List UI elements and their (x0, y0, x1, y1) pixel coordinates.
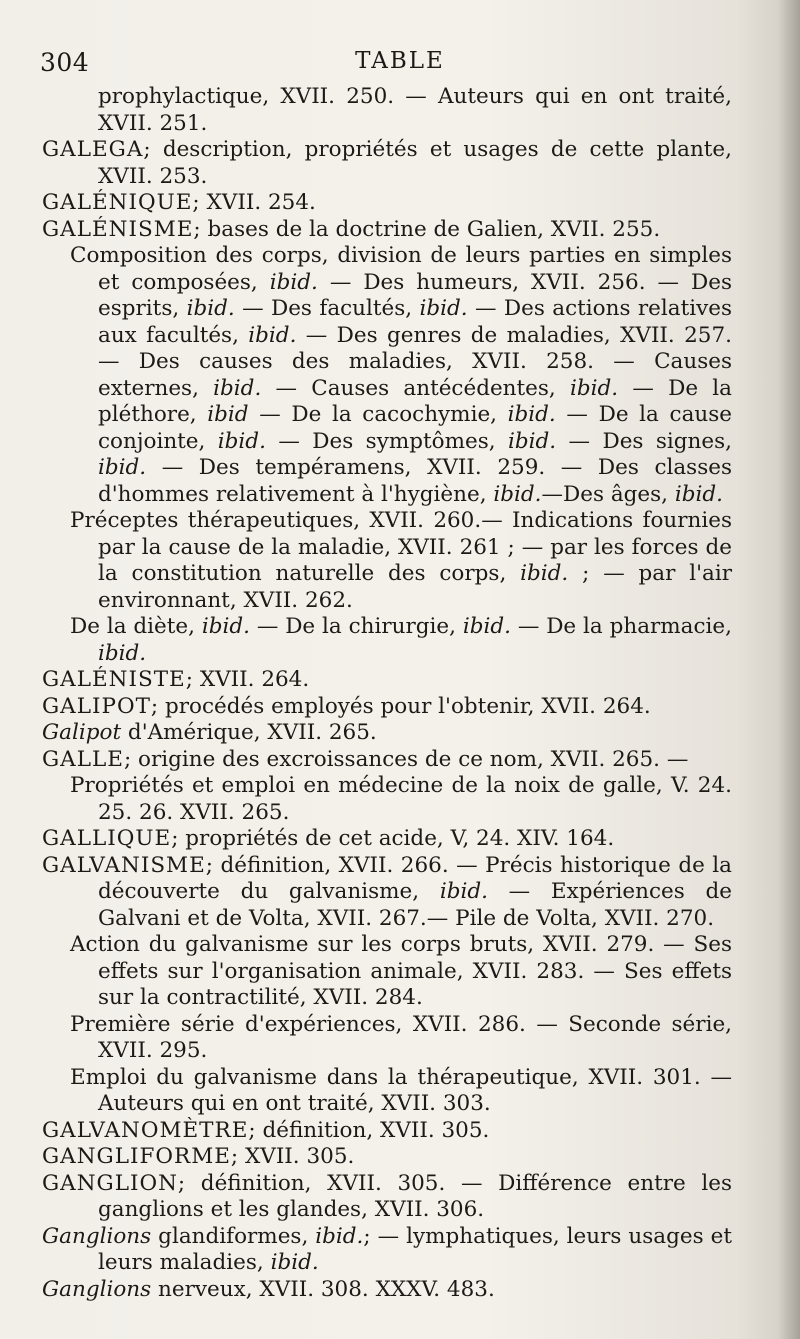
entry-italic-text: ibid. (270, 1250, 319, 1275)
entry-italic-text: ibid. (439, 879, 488, 904)
entry-italic-text: ibid. (98, 640, 147, 666)
entry-headword: GALVANISME (42, 852, 206, 878)
entry-text: ; description, propriétés et usages de cette plante, XVII. 253. (98, 137, 732, 189)
entry-italic-text: ibid. (462, 614, 511, 639)
entry-text: Préceptes thérapeutiques, XVII. 260.— Indications fournies par la cause de la maladie, XVII. 261 ; — par les forces de la constitution naturelle des corps, (70, 508, 732, 586)
index-entry (42, 747, 732, 774)
entry-text: ; XVII. 305. (230, 1144, 355, 1169)
index-subentry (70, 932, 732, 1012)
index-entry (42, 137, 732, 190)
entry-text: d'Amérique, XVII. 265. (121, 720, 377, 745)
index-entry (42, 217, 732, 244)
entry-headword: GALEGA (42, 137, 144, 162)
entry-italic-text: ibid. (248, 322, 297, 348)
entry-italic-text: ibid (207, 402, 249, 427)
entry-italic-text: ibid. (674, 481, 723, 507)
entry-headword: GANGLION (42, 1170, 178, 1196)
entry-headword: GALIPOT (42, 693, 151, 719)
entry-italic-text: Ganglions (42, 1223, 152, 1249)
entry-text: ; procédés employés pour l'obtenir, XVII. 264. (150, 693, 651, 719)
entry-text: nerveux, XVII. 308. XXXV. 483. (151, 1276, 495, 1302)
index-entry (42, 826, 732, 853)
entry-italic-text: ibid. (315, 1223, 364, 1249)
entry-text: prophylactique, XVII. 250. — Auteurs qui en ont traité, XVII. 251. (98, 84, 732, 136)
index-subentry (70, 508, 732, 614)
entry-italic-text: ibid. (186, 296, 235, 321)
entry-italic-text: ibid. (217, 428, 266, 454)
page-number: 304 (40, 48, 90, 77)
entry-italic-text: ibid. (213, 375, 262, 401)
entry-text: ; définition, XVII. 305. — Différence entre les ganglions et les glandes, XVII. 306. (98, 1170, 732, 1222)
index-entry (42, 190, 732, 217)
index-entry (42, 1118, 732, 1145)
page-gutter-shadow (778, 0, 800, 1339)
entry-text: — Des actions relatives aux facultés, (98, 296, 732, 348)
index-entry (42, 720, 732, 747)
entry-italic-text: ibid. (507, 402, 556, 427)
index-entry (42, 667, 732, 694)
index-subentry (70, 614, 732, 667)
index-entry (42, 1277, 732, 1304)
entry-headword: GANGLIFORME (42, 1144, 231, 1169)
entry-text: ; bases de la doctrine de Galien, XVII. 255. (193, 216, 661, 242)
entry-text: Composition des corps, division de leurs parties en simples et composées, (70, 243, 732, 295)
entry-text: — De la pharmacie, (510, 614, 732, 639)
entry-text: ; définition, XVII. 305. (248, 1117, 490, 1143)
entry-text: ; — lymphatiques, leurs usages et leurs maladies, (98, 1223, 732, 1275)
entry-text: — De la cause conjointe, (98, 402, 732, 454)
entry-italic-text: ibid. (570, 375, 619, 401)
entry-text: — Expériences de Galvani et de Volta, XVII. 267.— Pile de Volta, XVII. 270. (98, 879, 732, 931)
entry-text: ; origine des excroissances de ce nom, XVII. 265. — (123, 746, 689, 772)
entry-text: — Des tempéramens, XVII. 259. — Des classes d'hommes relativement à l'hygiène, (98, 455, 732, 507)
entry-text: — Des signes, (556, 428, 732, 454)
entry-headword: GALVANOMÈTRE (42, 1117, 249, 1143)
entry-headword: GALLIQUE (42, 826, 172, 851)
entry-text: ; propriétés de cet acide, V, 24. XIV. 164. (171, 826, 615, 851)
entry-text: — Des genres de maladies, XVII. 257. — Des causes des maladies, XVII. 258. — Causes externes, (98, 322, 732, 401)
index-entry (42, 1171, 732, 1224)
entry-italic-text: ibid. (98, 455, 147, 480)
entry-text: Première série d'expériences, XVII. 286. — Seconde série, XVII. 295. (70, 1011, 732, 1063)
entry-italic-text: ibid. (201, 614, 250, 639)
entry-italic-text: Galipot (42, 720, 122, 745)
entry-italic-text: Ganglions (42, 1276, 152, 1302)
entry-text: — Causes antécédentes, (261, 375, 570, 401)
entry-italic-text: ibid. (419, 296, 468, 321)
entry-italic-text: ibid. (493, 481, 542, 507)
index-entry (42, 1144, 732, 1171)
index-subentry (70, 773, 732, 826)
entry-text: — De la pléthore, (98, 375, 732, 427)
index-subentry (70, 243, 732, 508)
entry-text: Action du galvanisme sur les corps bruts, XVII. 279. — Ses effets sur l'organisation animale, XVII. 283. — Ses effets sur la contractilité, XVII. 284. (70, 932, 732, 1010)
entry-text: — De la chirurgie, (249, 614, 463, 639)
running-title: TABLE (355, 48, 445, 74)
entry-text: ; définition, XVII. 266. — Précis historique de la découverte du galvanisme, (98, 852, 732, 904)
entry-headword: GALÉNISME (42, 216, 194, 242)
entry-text: — De la cacochymie, (248, 402, 508, 427)
entry-text: — Des humeurs, XVII. 256. — Des esprits, (98, 269, 732, 321)
entry-text: glandiformes, (151, 1223, 316, 1249)
index-subentry (70, 1012, 732, 1065)
entry-italic-text: ibid. (508, 428, 557, 454)
entry-text: — Des symptômes, (265, 428, 508, 454)
index-subentry (70, 1065, 732, 1118)
entry-text: —Des âges, (541, 481, 675, 507)
entry-headword: GALÉNISTE (42, 667, 186, 692)
index-entry (42, 1224, 732, 1277)
entry-text: ; — par l'air environnant, XVII. 262. (98, 561, 732, 613)
entry-text: ; XVII. 254. (192, 190, 316, 215)
entry-italic-text: ibid. (269, 269, 318, 295)
entry-italic-text: ibid. (520, 561, 569, 586)
entry-text: ; XVII. 264. (185, 667, 310, 692)
entry-headword: GALÉNIQUE (42, 190, 193, 215)
entry-headword: GALLE (42, 746, 124, 772)
index-entry (42, 853, 732, 933)
index-continuation (98, 84, 732, 137)
entry-text: Emploi du galvanisme dans la thérapeutique, XVII. 301. — Auteurs qui en ont traité, XVII. 303. (70, 1064, 732, 1116)
entry-text: Propriétés et emploi en médecine de la noix de galle, V. 24. 25. 26. XVII. 265. (70, 773, 732, 825)
index-entries (42, 84, 732, 1303)
entry-text: — Des facultés, (234, 296, 420, 321)
entry-text: De la diète, (70, 614, 202, 639)
index-entry (42, 694, 732, 721)
page-header (40, 48, 760, 82)
